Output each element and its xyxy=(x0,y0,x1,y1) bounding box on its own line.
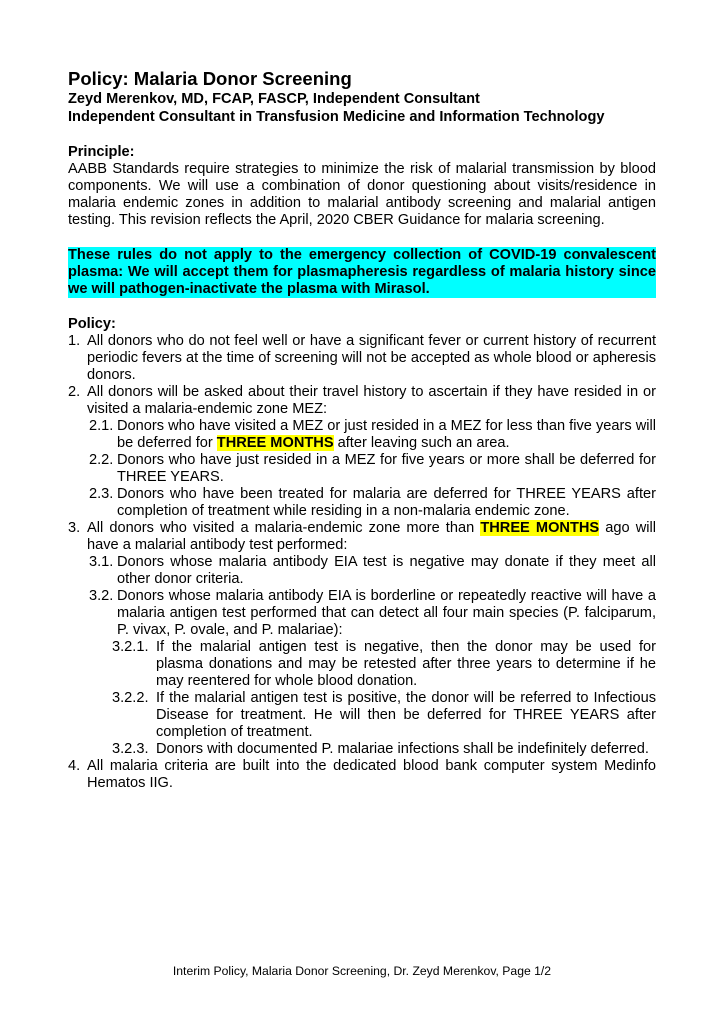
principle-text: AABB Standards require strategies to minimize the risk of malarial transmission by blood components. We will use a combination of donor questioning about visits/residence in malaria endemic zones in addition to malarial antibody screening and malarial antigen testing. This revision reflects the April, 2020 CBER Guidance for malaria screening. xyxy=(68,161,656,228)
author-line: Zeyd Merenkov, MD, FCAP, FASCP, Independent Consultant xyxy=(68,91,480,107)
affiliation-line: Independent Consultant in Transfusion Medicine and Information Technology xyxy=(68,109,605,125)
document-page xyxy=(68,68,656,792)
policy-item-2-2: 2.2. Donors who have just resided in a MEZ for five years or more shall be deferred for THREE YEARS. xyxy=(89,452,656,485)
highlight-three-months: THREE MONTHS xyxy=(216,435,334,451)
covid-notice-text: These rules do not apply to the emergency collection of COVID-19 convalescent plasma: We will accept them for plasmapheresis regardless of malaria history since we will pathogen-inactivate the plasma with Mirasol. xyxy=(68,247,656,297)
policy-item-3-2: 3.2. Donors whose malaria antibody EIA is borderline or repeatedly reactive will have a malaria antigen test performed that can detect all four main species (P. falciparum, P. vivax, P. ovale, and P. malariae): xyxy=(89,588,656,638)
document-title: Policy: Malaria Donor Screening xyxy=(68,68,352,89)
policy-item-3: 3. All donors who visited a malaria-endemic zone more than THREE MONTHS ago will have a malarial antibody test performed: xyxy=(68,520,656,553)
policy-item-2-1: 2.1. Donors who have visited a MEZ or just resided in a MEZ for less than five years will be deferred for THREE MONTHS after leaving such an area. xyxy=(89,418,656,451)
policy-item-3-1: 3.1. Donors whose malaria antibody EIA test is negative may donate if they meet all other donor criteria. xyxy=(89,554,656,587)
policy-item-2-3: 2.3. Donors who have been treated for malaria are deferred for THREE YEARS after completion of treatment while residing in a non-malaria endemic zone. xyxy=(89,486,656,519)
policy-item-2: 2. All donors will be asked about their travel history to ascertain if they have resided in or visited a malaria-endemic zone MEZ: xyxy=(68,384,656,417)
policy-item-1: 1. All donors who do not feel well or have a significant fever or current history of recurrent periodic fevers at the time of screening will not be accepted as whole blood or apheresis donors. xyxy=(68,333,656,383)
policy-item-3-2-2: 3.2.2. If the malarial antigen test is positive, the donor will be referred to Infectious Disease for treatment. He will then be deferred for THREE YEARS after completion of treatment. xyxy=(112,690,656,740)
page-footer: Interim Policy, Malaria Donor Screening, Dr. Zeyd Merenkov, Page 1/2 xyxy=(172,964,552,978)
policy-heading: Policy: xyxy=(68,316,116,332)
covid-notice xyxy=(68,247,656,298)
policy-item-3-2-3: 3.2.3. Donors with documented P. malariae infections shall be indefinitely deferred. xyxy=(112,741,649,757)
principle-heading: Principle: xyxy=(68,144,135,160)
policy-list xyxy=(68,333,656,792)
policy-item-4: 4. All malaria criteria are built into the dedicated blood bank computer system Medinfo Hematos IIG. xyxy=(68,758,656,791)
policy-item-3-2-1: 3.2.1. If the malarial antigen test is negative, then the donor may be used for plasma donations and may be retested after three years to determine if he may reentered for whole blood donation. xyxy=(112,639,656,689)
highlight-three-months: THREE MONTHS xyxy=(480,520,600,536)
